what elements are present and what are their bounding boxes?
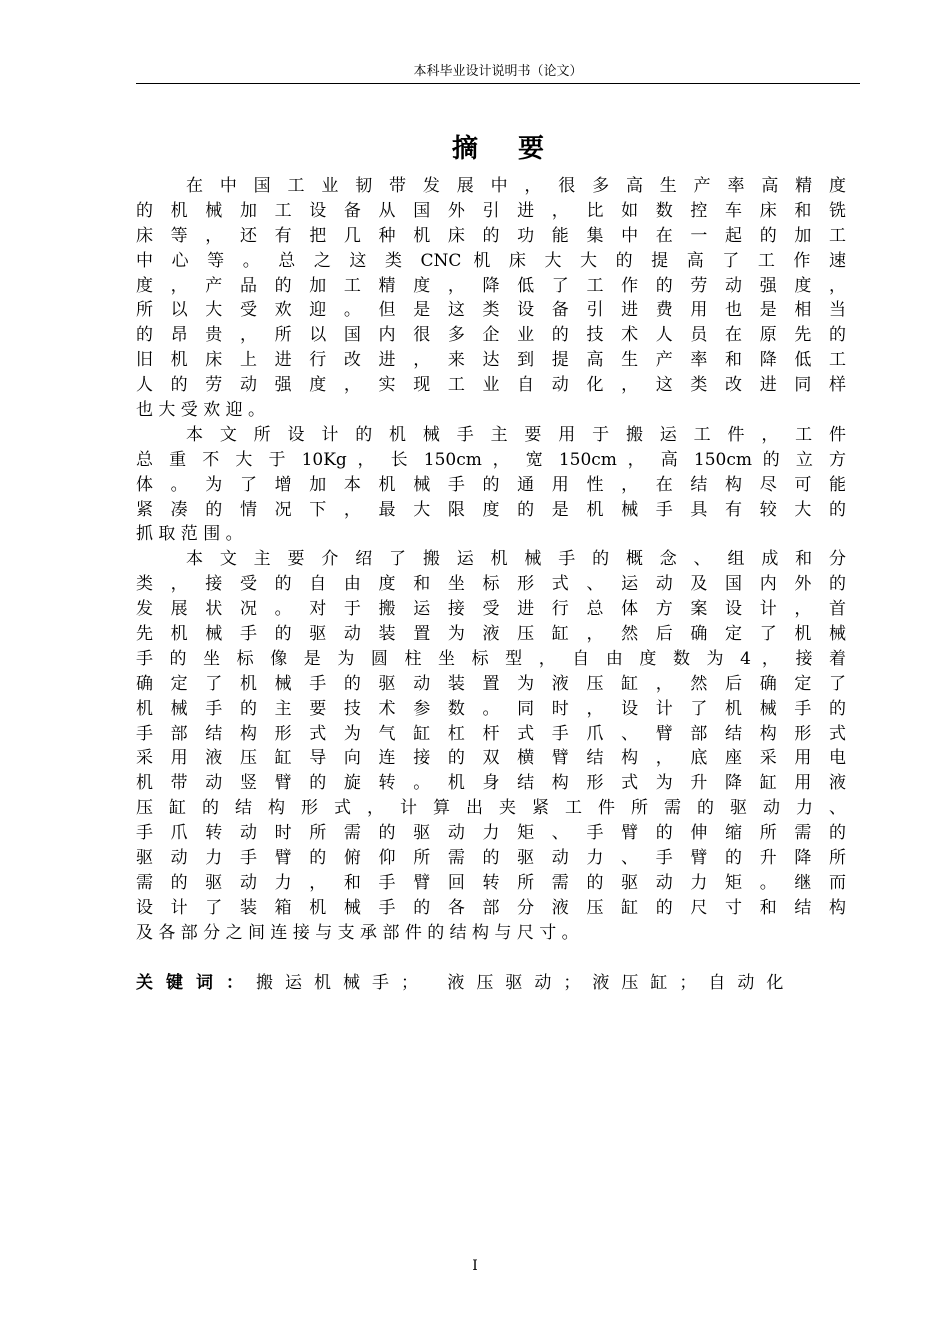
abstract-line: 旧 机 床 上 进 行 改 进 ， 来 达 到 提 高 生 产 率 和 降 低 工	[136, 350, 846, 371]
keywords-label: 关键词：	[136, 973, 256, 993]
abstract-line: 抓 取 范 围 。	[136, 524, 243, 545]
abstract-line: 先 机 械 手 的 驱 动 装 置 为 液 压 缸 ， 然 后 确 定 了 机 械	[136, 624, 846, 645]
abstract-line: 驱 动 力 手 臂 的 俯 仰 所 需 的 驱 动 力 、 手 臂 的 升 降 所	[136, 848, 846, 869]
abstract-line: 本 文 主 要 介 绍 了 搬 运 机 械 手 的 概 念 、 组 成 和 分	[186, 549, 846, 570]
abstract-line: 类 ， 接 受 的 自 由 度 和 坐 标 形 式 、 运 动 及 国 内 外 的	[136, 574, 846, 595]
keywords-text: 搬运机械手； 液压驱动；液压缸；自动化	[256, 973, 796, 993]
keywords	[136, 970, 846, 996]
abstract-line: 也 大 受 欢 迎 。	[136, 400, 266, 421]
abstract-line: 中 心 等 。 总 之 这 类 CNC 机 床 大 大 的 提 高 了 工 作 速	[136, 250, 846, 271]
abstract-line: 本 文 所 设 计 的 机 械 手 主 要 用 于 搬 运 工 件 ， 工 件	[186, 424, 846, 445]
abstract-line: 床 等 ， 还 有 把 几 种 机 床 的 功 能 集 中 在 一 起 的 加 工	[136, 225, 846, 246]
abstract-line: 机 带 动 竖 臂 的 旋 转 。 机 身 结 构 形 式 为 升 降 缸 用 液	[136, 773, 846, 794]
abstract-line: 采 用 液 压 缸 导 向 连 接 的 双 横 臂 结 构 ， 底 座 采 用 电	[136, 748, 846, 769]
abstract-line: 压 缸 的 结 构 形 式 ， 计 算 出 夹 紧 工 件 所 需 的 驱 动 力 、	[136, 798, 846, 819]
abstract-line: 发 展 状 况 。 对 于 搬 运 接 受 进 行 总 体 方 案 设 计 ， 首	[136, 599, 846, 620]
abstract-line: 所 以 大 受 欢 迎 。 但 是 这 类 设 备 引 进 费 用 也 是 相 当	[136, 300, 846, 321]
abstract-line: 需 的 驱 动 力 ， 和 手 臂 回 转 所 需 的 驱 动 力 矩 。 继 而	[136, 872, 846, 893]
abstract-line: 设 计 了 装 箱 机 械 手 的 各 部 分 液 压 缸 的 尺 寸 和 结 构	[136, 897, 846, 918]
page-number: I	[472, 1258, 478, 1274]
abstract-line: 手 部 结 构 形 式 为 气 缸 杠 杆 式 手 爪 、 臂 部 结 构 形 式	[136, 723, 846, 744]
abstract-line: 总 重 不 大 于 10Kg ， 长 150cm ， 宽 150cm ， 高 150cm 的 立 方	[136, 449, 846, 470]
abstract-line: 度 ， 产 品 的 加 工 精 度 ， 降 低 了 工 作 的 劳 动 强 度 ，	[136, 275, 846, 296]
abstract-line: 及 各 部 分 之 间 连 接 与 支 承 部 件 的 结 构 与 尺 寸 。	[136, 922, 579, 943]
abstract-line: 的 昂 贵 ， 所 以 国 内 很 多 企 业 的 技 术 人 员 在 原 先 的	[136, 325, 846, 346]
abstract-body	[136, 174, 846, 946]
header-rule	[136, 83, 860, 84]
abstract-line: 在 中 国 工 业 韧 带 发 展 中 ， 很 多 高 生 产 率 高 精 度	[186, 176, 846, 196]
running-header: 本科毕业设计说明书（论文）	[413, 64, 583, 79]
abstract-line: 体 。 为 了 增 加 本 机 械 手 的 通 用 性 ， 在 结 构 尽 可 能	[136, 474, 846, 495]
abstract-line: 紧 凑 的 情 况 下 ， 最 大 限 度 的 是 机 械 手 具 有 较 大 的	[136, 499, 846, 520]
abstract-line: 手 爪 转 动 时 所 需 的 驱 动 力 矩 、 手 臂 的 伸 缩 所 需 的	[136, 823, 846, 844]
abstract-line: 人 的 劳 动 强 度 ， 实 现 工 业 自 动 化 ， 这 类 改 进 同 样	[136, 375, 846, 396]
abstract-title: 摘要	[451, 134, 584, 164]
abstract-line: 确 定 了 机 械 手 的 驱 动 装 置 为 液 压 缸 ， 然 后 确 定 了	[136, 673, 846, 694]
abstract-line: 机 械 手 的 主 要 技 术 参 数 。 同 时 ， 设 计 了 机 械 手 的	[136, 698, 846, 719]
abstract-line: 的 机 械 加 工 设 备 从 国 外 引 进 ， 比 如 数 控 车 床 和 铣	[136, 200, 846, 221]
abstract-line: 手 的 坐 标 像 是 为 圆 柱 坐 标 型 ， 自 由 度 数 为 4 ， 接 着	[136, 648, 846, 669]
